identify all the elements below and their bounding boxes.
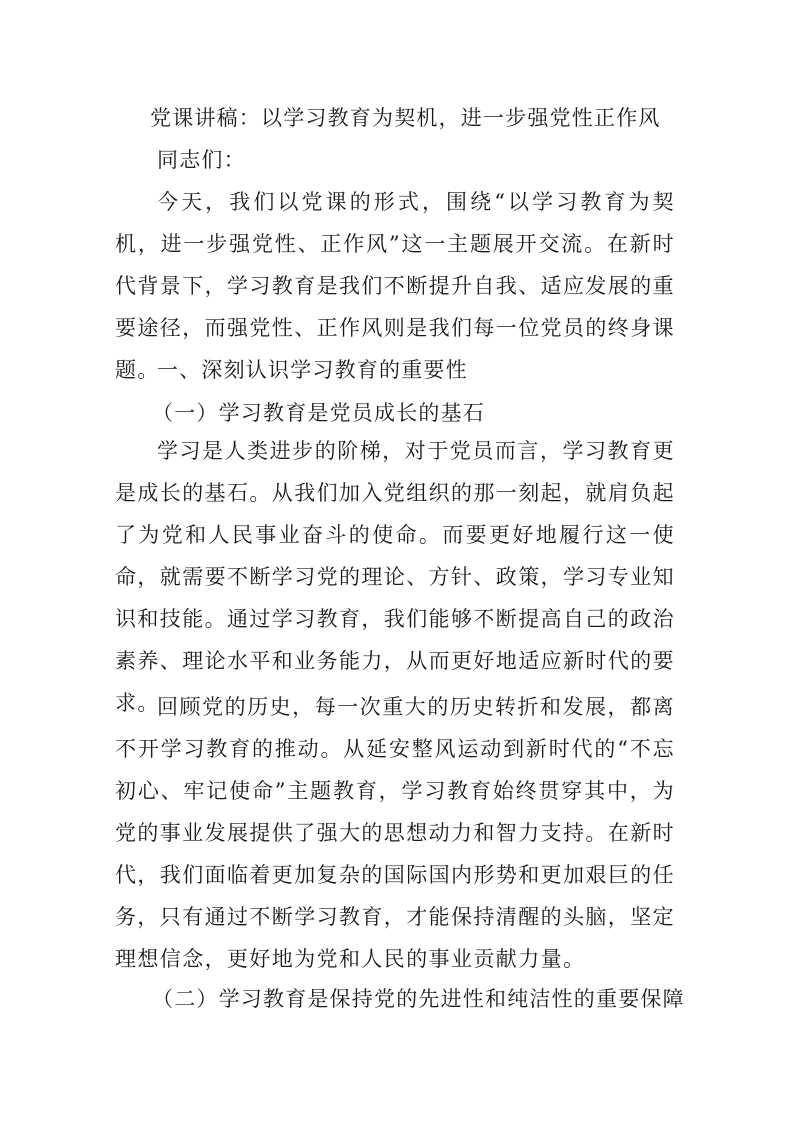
document-title: 党课讲稿：以学习教育为契机，进一步强党性正作风 bbox=[150, 106, 661, 130]
subsection-heading-2: （二）学习教育是保持党的先进性和纯洁性的重要保障 bbox=[152, 987, 685, 1011]
salutation: 同志们： bbox=[157, 148, 246, 172]
subsection-1-paragraph-2: 回顾党的历史，每一次重大的历史转折和发展，都离不开学习教育的推动。从延安整风运动到新时代的“不忘初心、牢记使命”主题教育，学习教育始终贯穿其中，为党的事业发展提供了强大的思想动力和智力支持。在新时代，我们面临着更加复杂的国际国内形势和更加艰巨的任务，只有通过不断学习教育，才能保持清醒的头脑，坚定理想信念，更好地为党和人民的事业贡献力量。 bbox=[115, 695, 675, 971]
subsection-heading-1: （一）学习教育是党员成长的基石 bbox=[152, 401, 485, 425]
subsection-1-paragraph-1: 学习是人类进步的阶梯，对于党员而言，学习教育更是成长的基石。从我们加入党组织的那一刻起，就肩负起了为党和人民事业奋斗的使命。而要更好地履行这一使命，就需要不断学习党的理论、方针、政策，学习专业知识和技能。通过学习教育，我们能够不断提高自己的政治素养、理论水平和业务能力，从而更好地适应新时代的要求。 bbox=[115, 439, 675, 715]
section-heading-1: 一、深刻认识学习教育的重要性 bbox=[157, 358, 468, 382]
intro-paragraph: 今天，我们以党课的形式，围绕“以学习教育为契机，进一步强党性、正作风”这一主题展开交流。在新时代背景下，学习教育是我们不断提升自我、适应发展的重要途径，而强党性、正作风则是我们每一位党员的终身课题。 bbox=[115, 190, 675, 382]
